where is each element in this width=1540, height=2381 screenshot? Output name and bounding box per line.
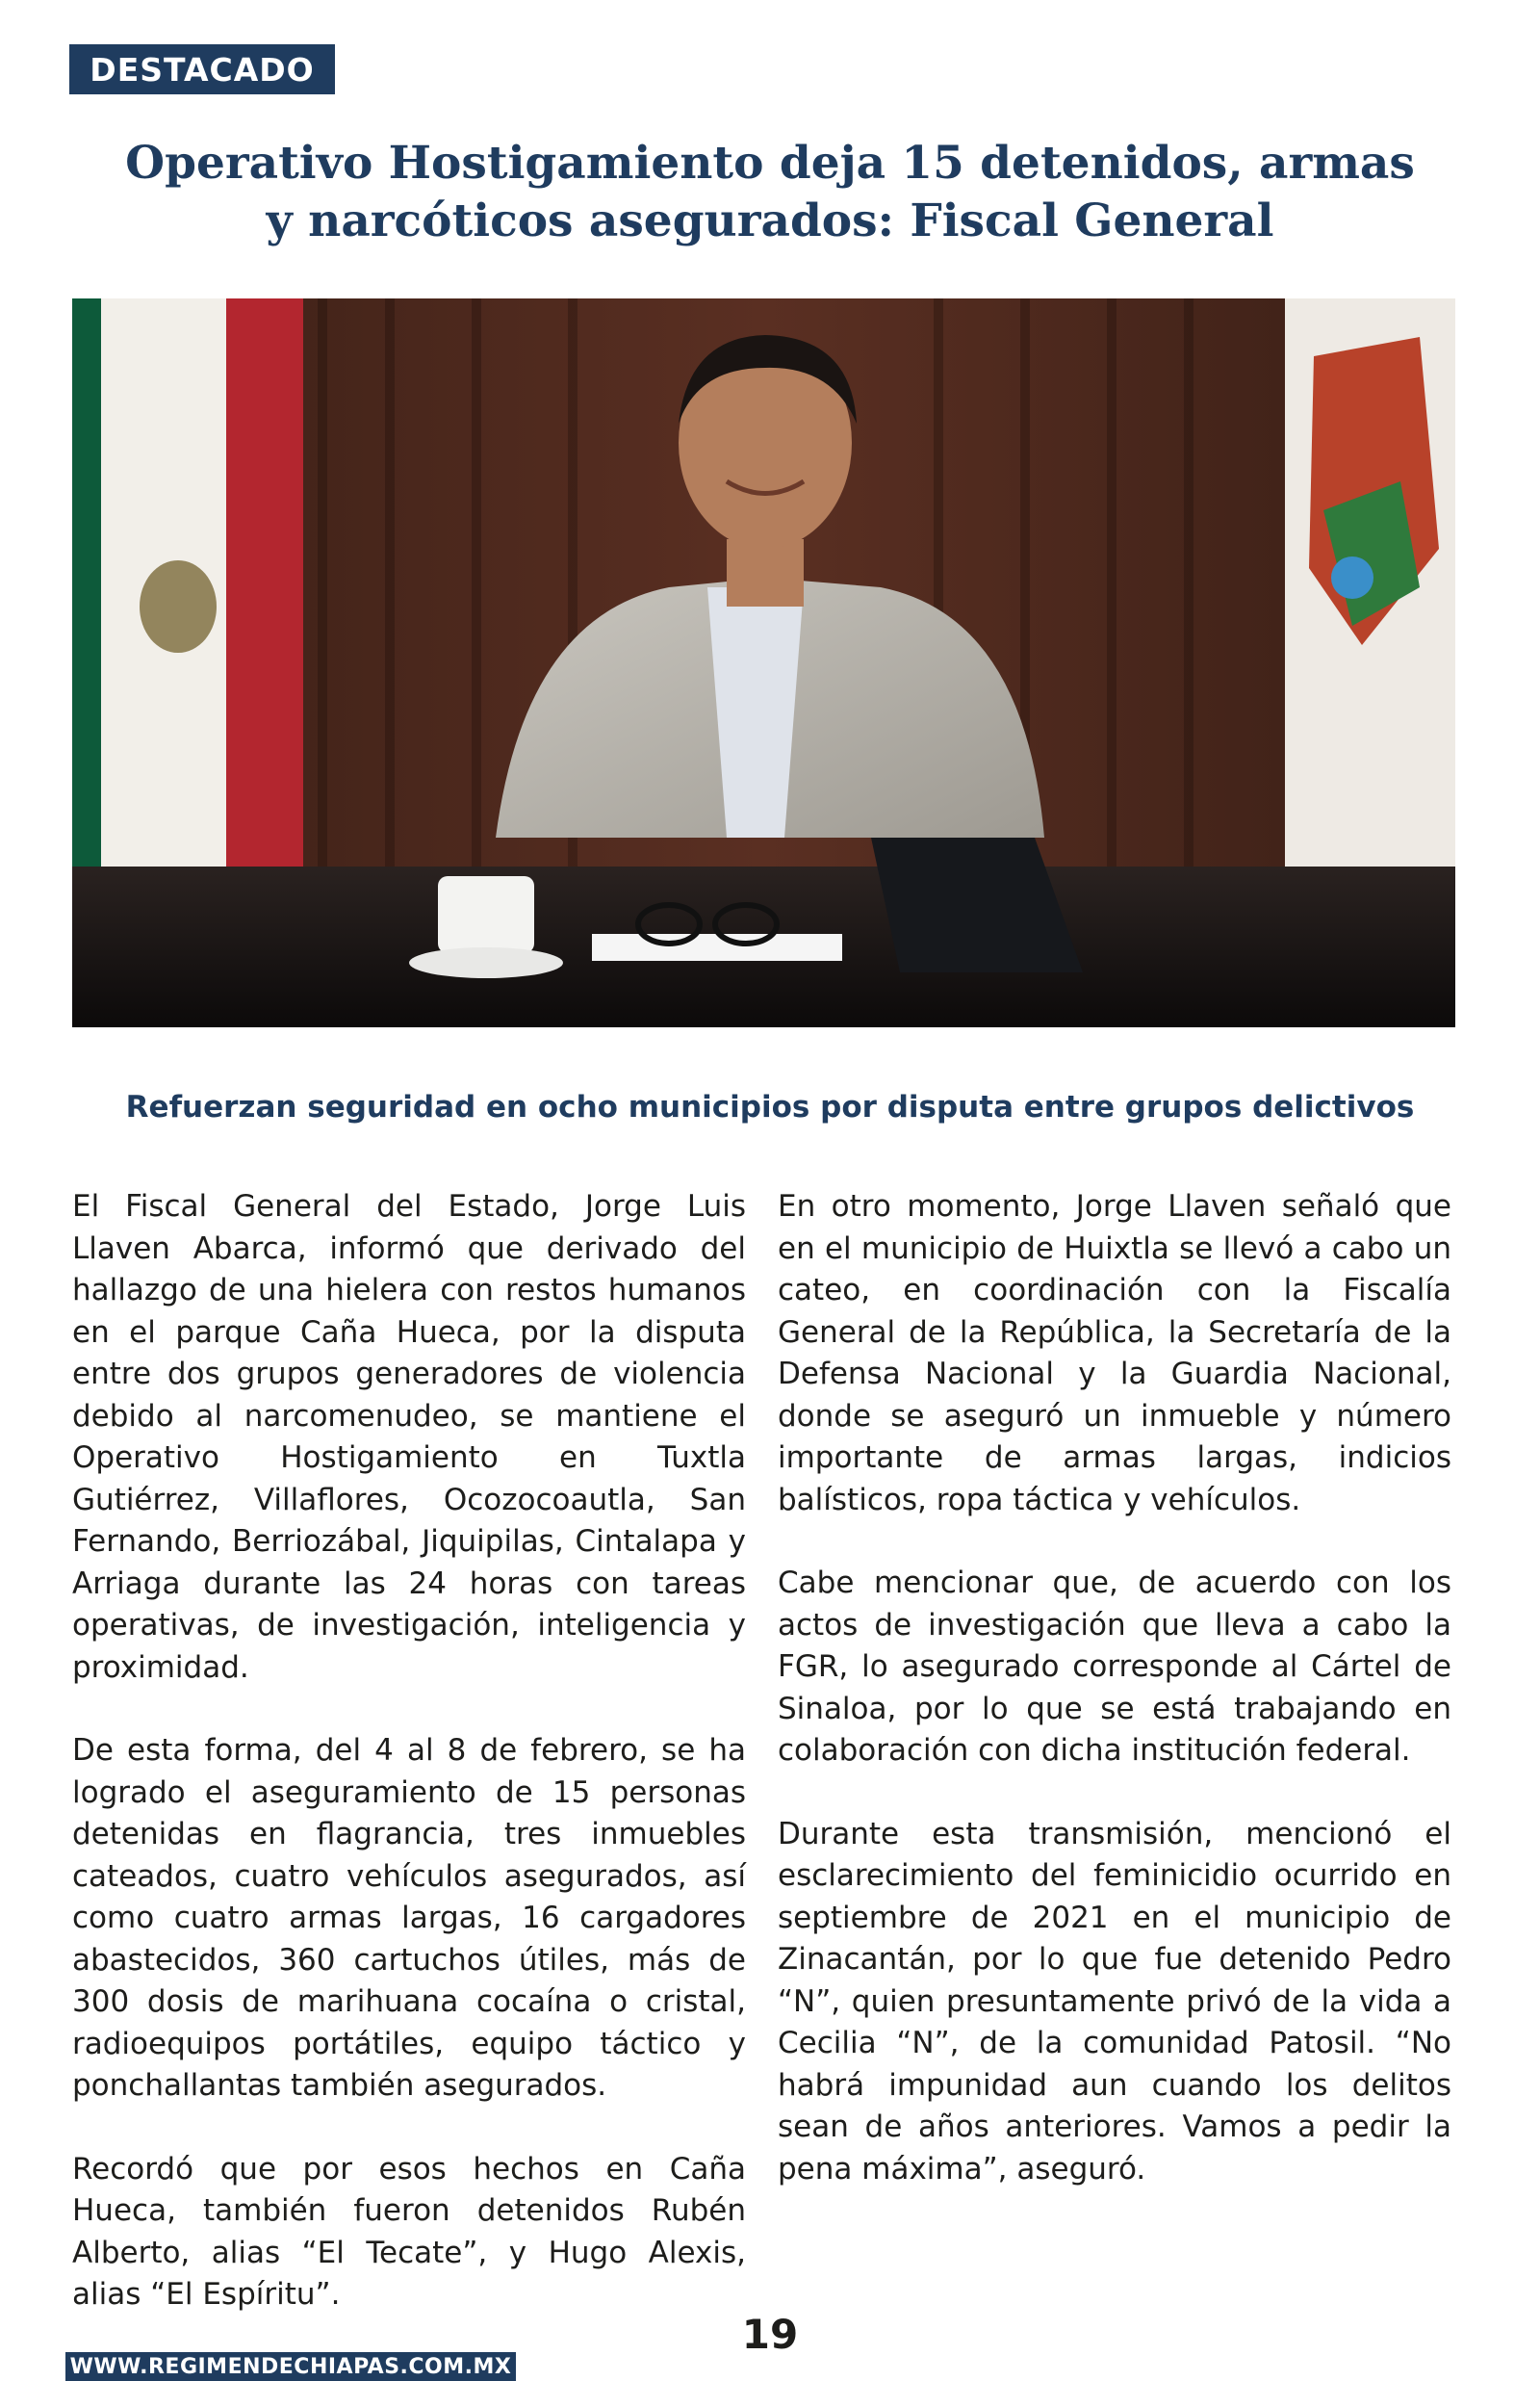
article-subtitle: Refuerzan seguridad en ocho municipios por disputa entre grupos delictivos — [125, 1090, 1415, 1125]
headline: Operativo Hostigamiento deja 15 detenidos, armas y narcóticos asegurados: Fiscal General — [125, 137, 1415, 247]
paragraph: Recordó que por esos hechos en Caña Hueca, también fueron detenidos Rubén Alberto, alias “El Tecate”, y Hugo Alexis, alias “El Espíritu”. — [72, 2151, 746, 2312]
left-column — [72, 1186, 746, 2358]
article-photo — [72, 298, 1455, 1027]
paragraph: Cabe mencionar que, de acuerdo con los actos de investigación que lleva a cabo la FGR, lo asegurado corresponde al Cártel de Sinaloa, por lo que se está trabajando en colaboración con dicha institución federal. — [778, 1566, 1451, 1768]
right-column — [778, 1186, 1451, 2232]
paragraph: En otro momento, Jorge Llaven señaló que en el municipio de Huixtla se llevó a cabo un cateo, en coordinación con la Fiscalía General de la República, la Secretaría de la Defensa Nacional y la Guardia Nacional, donde se aseguró un inmueble y número importante de armas largas, indicios balísticos, ropa táctica y vehículos. — [778, 1189, 1451, 1517]
paragraph: De esta forma, del 4 al 8 de febrero, se ha logrado el aseguramiento de 15 personas detenidas en flagrancia, tres inmuebles cateados, cuatro vehículos asegurados, así como cuatro armas largas, 16 cargadores abastecidos, 360 cartuchos útiles, más de 300 dosis de marihuana cocaína o cristal, radioequipos portátiles, equipo táctico y ponchallantas también asegurados. — [72, 1733, 746, 2103]
section-label: DESTACADO — [69, 44, 335, 94]
footer-website: WWW.REGIMENDECHIAPAS.COM.MX — [65, 2352, 516, 2381]
paragraph: El Fiscal General del Estado, Jorge Luis Llaven Abarca, informó que derivado del hallazgo de una hielera con restos humanos en el parque Caña Hueca, por la disputa entre dos grupos generadores de violencia debido al narcomenudeo, se mantiene el Operativo Hostigamiento en Tuxtla Gutiérrez, Villaflores, Ocozocoautla, San Fernando, Berriozábal, Jiquipilas, Cintalapa y Arriaga durante las 24 horas con tareas operativas, de investigación, inteligencia y proximidad. — [72, 1189, 746, 1685]
page-number: 19 — [741, 2311, 799, 2358]
paragraph: Durante esta transmisión, mencionó el esclarecimiento del feminicidio ocurrido en septiembre de 2021 en el municipio de Zinacantán, por lo que fue detenido Pedro “N”, quien presuntamente privó de la vida a Cecilia “N”, de la comunidad Patosil. “No habrá impunidad aun cuando los delitos sean de años anteriores. Vamos a pedir la pena máxima”, aseguró. — [778, 1816, 1451, 2187]
